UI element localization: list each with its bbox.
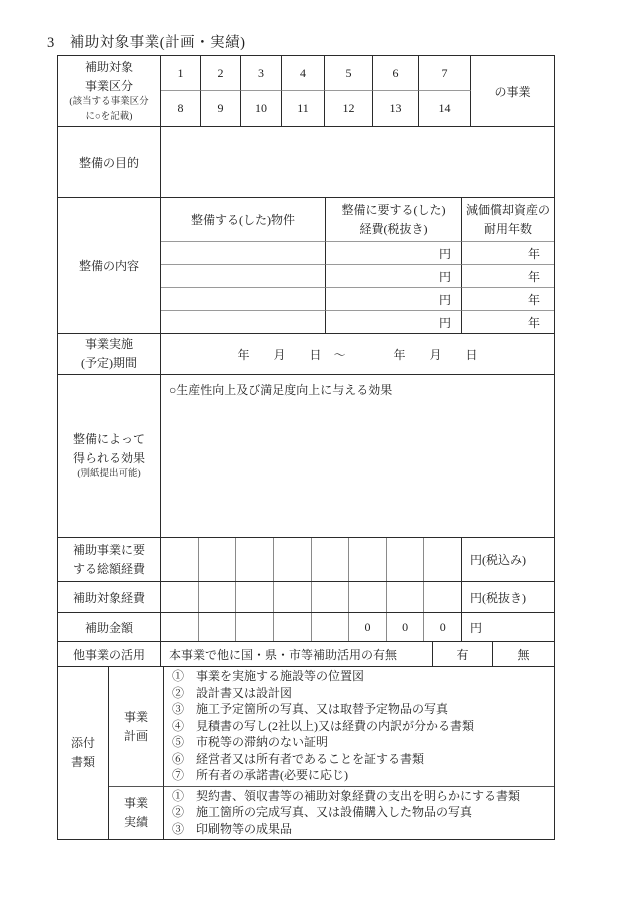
- attachments-plan-label-line1: 事業: [123, 709, 148, 724]
- attachment-results-item: ① 契約書、領収書等の補助対象経費の支出を明らかにする書類: [172, 789, 521, 804]
- period-label-line1: 事業実施: [84, 337, 133, 352]
- category-number-4: 4: [282, 56, 325, 91]
- target-cost-digit-cell: [236, 582, 274, 612]
- attachments-results-label-line2: 実績: [123, 815, 148, 829]
- target-cost-digit-cell: [349, 582, 387, 612]
- subsidy-form-table: [57, 55, 555, 840]
- contents-property-row3: [161, 288, 326, 311]
- category-number-12: 12: [325, 91, 373, 126]
- section-subsidy-amount: [58, 612, 554, 641]
- total-cost-label-line1: 補助事業に要: [72, 542, 145, 557]
- other-business-question: 本事業で他に国・県・市等補助活用の有無: [161, 642, 433, 666]
- attachment-plan-item: ⑦ 所有者の承諾書(必要に応じ): [172, 768, 348, 783]
- subsidy-amount-digit-cell: 0: [349, 613, 387, 641]
- contents-year-row1: 年: [462, 242, 554, 265]
- page-title: 3 補助対象事業(計画・実績): [47, 35, 246, 51]
- section-purpose: [58, 126, 554, 197]
- contents-yen-row3: 円: [326, 288, 462, 311]
- contents-col-life-line1: 減価償却資産の: [465, 202, 550, 217]
- attachments-plan-label: [109, 667, 164, 787]
- contents-col-cost-line1: 整備に要する(した): [341, 202, 446, 217]
- contents-year-row2: 年: [462, 265, 554, 288]
- total-cost-label-line2: する総額経費: [72, 561, 145, 576]
- effect-content: ○生産性向上及び満足度向上に与える効果: [169, 383, 393, 397]
- total-cost-digit-cell: [236, 538, 274, 581]
- target-cost-digit-cell: [312, 582, 350, 612]
- contents-property-row2: [161, 265, 326, 288]
- section-other-business: [58, 641, 554, 666]
- contents-yen-row2: 円: [326, 265, 462, 288]
- category-suffix: の事業: [494, 84, 531, 99]
- category-number-2: 2: [201, 56, 241, 91]
- section-effect: [58, 374, 554, 537]
- attachment-results-item: ② 施工箇所の完成写真、又は設備購入した物品の写真: [172, 805, 473, 820]
- category-header-line2: 事業区分: [84, 78, 133, 93]
- contents-col-life: [462, 198, 554, 242]
- attachment-plan-item: ③ 施工予定箇所の写真、又は取替予定物品の写真: [172, 702, 449, 717]
- category-number-5: 5: [325, 56, 373, 91]
- section-total-cost: [58, 537, 554, 581]
- total-cost-digit-cell: [274, 538, 312, 581]
- contents-property-row1: [161, 242, 326, 265]
- total-cost-label: [58, 538, 161, 581]
- total-cost-digit-cell: [161, 538, 199, 581]
- subsidy-amount-label: 補助金額: [58, 613, 161, 641]
- attachments-plan-label-line2: 計画: [123, 728, 148, 743]
- purpose-value-cell: [161, 127, 554, 197]
- attachment-plan-item: ⑥ 経営者又は所有者であることを証する書類: [172, 751, 425, 766]
- other-business-label: 他事業の活用: [58, 642, 161, 666]
- subsidy-amount-unit: 円: [470, 620, 483, 635]
- category-number-10: 10: [241, 91, 282, 126]
- contents-col-property: 整備する(した)物件: [161, 198, 326, 242]
- section-contents: [58, 197, 554, 333]
- total-cost-digit-cell: [312, 538, 350, 581]
- attachment-plan-item: ① 事業を実施する施設等の位置図: [172, 669, 365, 684]
- subsidy-amount-digit-cell: 0: [387, 613, 425, 641]
- category-number-14: 14: [419, 91, 471, 126]
- category-header-note1: (該当する事業区分: [69, 97, 149, 108]
- attachment-plan-item: ④ 見積書の写し(2社以上)又は経費の内訳が分かる書類: [172, 718, 474, 733]
- target-cost-digit-cell: [387, 582, 425, 612]
- attachments-plan-list: [164, 667, 554, 787]
- total-cost-digit-cell: [424, 538, 462, 581]
- subsidy-amount-digit-cell: [236, 613, 274, 641]
- subsidy-amount-digit-cell: [312, 613, 350, 641]
- other-business-no: 無: [517, 647, 530, 662]
- attachment-results-item: ③ 印刷物等の成果品: [172, 821, 293, 836]
- period-value: 年 月 日 ～ 年 月 日: [237, 347, 478, 362]
- effect-label: [58, 375, 161, 537]
- contents-yen-row4: 円: [326, 311, 462, 333]
- total-cost-unit: 円(税込み): [470, 553, 526, 567]
- subsidy-amount-digit-cell: [161, 613, 199, 641]
- effect-label-line1: 整備によって: [72, 432, 145, 447]
- target-cost-label: 補助対象経費: [58, 582, 161, 612]
- target-cost-digit-cell: [274, 582, 312, 612]
- effect-label-line2: 得られる効果: [72, 450, 145, 465]
- category-number-6: 6: [373, 56, 419, 91]
- subsidy-amount-digit-cell: 0: [424, 613, 462, 641]
- attachment-plan-item: ⑤ 市税等の滞納のない証明: [172, 735, 329, 750]
- category-number-11: 11: [282, 91, 325, 126]
- section-category: [58, 56, 554, 126]
- category-number-3: 3: [241, 56, 282, 91]
- contents-year-row4: 年: [527, 315, 540, 330]
- contents-yen-row1: 円: [326, 242, 462, 265]
- category-header-line1: 補助対象: [84, 60, 133, 75]
- category-number-13: 13: [373, 91, 419, 126]
- category-header-note2: に○を記載): [85, 111, 133, 122]
- contents-property-row4: [161, 311, 326, 333]
- category-number-8: 8: [161, 91, 201, 126]
- subsidy-amount-digit-cell: [274, 613, 312, 641]
- contents-year-row3: 年: [462, 288, 554, 311]
- target-cost-digit-cell: [161, 582, 199, 612]
- category-number-7: 7: [419, 56, 471, 91]
- target-cost-digit-cell: [424, 582, 462, 612]
- attachments-label: [58, 667, 109, 839]
- contents-col-cost: [326, 198, 462, 242]
- attachments-label-line2: 書類: [70, 755, 95, 769]
- section-period: [58, 333, 554, 374]
- contents-col-cost-line2: 経費(税抜き): [359, 221, 428, 236]
- category-header: [58, 56, 161, 126]
- category-number-9: 9: [201, 91, 241, 126]
- total-cost-digit-cell: [349, 538, 387, 581]
- purpose-label: 整備の目的: [58, 127, 161, 197]
- attachment-plan-item: ② 設計書又は設計図: [172, 685, 293, 700]
- category-number-1: 1: [161, 56, 201, 91]
- total-cost-digit-cell: [199, 538, 237, 581]
- attachments-results-label: [109, 787, 164, 839]
- period-label: [58, 334, 161, 374]
- effect-label-note: (別紙提出可能): [77, 469, 141, 480]
- attachments-results-list: [164, 787, 554, 839]
- contents-col-life-line2: 耐用年数: [483, 221, 532, 236]
- period-label-line2: (予定)期間: [81, 356, 137, 370]
- section-target-cost: [58, 581, 554, 612]
- contents-label: 整備の内容: [58, 198, 161, 333]
- total-cost-digit-cell: [387, 538, 425, 581]
- attachments-label-line1: 添付: [70, 736, 95, 751]
- target-cost-digit-cell: [199, 582, 237, 612]
- section-attachments: [58, 666, 554, 839]
- subsidy-amount-digit-cell: [199, 613, 237, 641]
- attachments-results-label-line1: 事業: [123, 796, 148, 811]
- target-cost-unit: 円(税抜き): [470, 590, 526, 605]
- other-business-yes: 有: [433, 642, 493, 666]
